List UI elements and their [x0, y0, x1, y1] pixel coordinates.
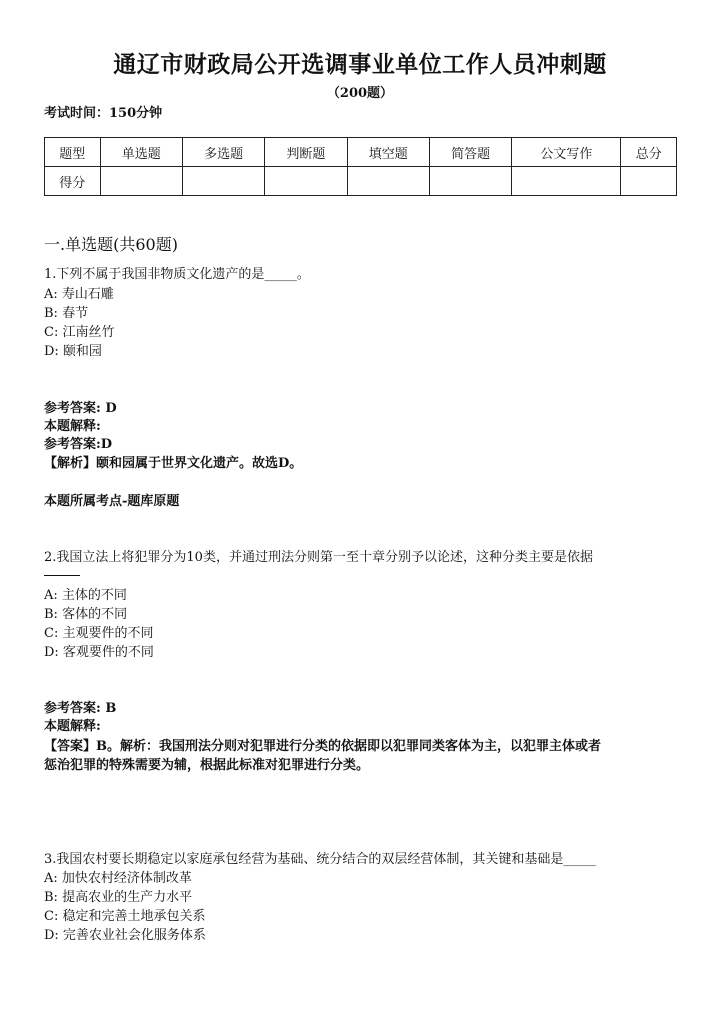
question-1-point: 本题所属考点-题库原题 [44, 494, 180, 509]
question-3-option-a: A: 加快农村经济体制改革 [44, 871, 192, 886]
score-table-score-row [45, 167, 677, 196]
answer-blank-line [44, 563, 80, 576]
question-2-answer: 参考答案: B [44, 701, 117, 716]
header-cell: 简答题 [429, 138, 511, 167]
score-cell [265, 167, 347, 196]
question-1-option-d: D: 颐和园 [44, 344, 102, 359]
section-heading: 一.单选题(共60题) [44, 235, 178, 254]
score-cell [512, 167, 621, 196]
question-1-option-b: B: 春节 [44, 306, 89, 321]
question-3-option-d: D: 完善农业社会化服务体系 [44, 928, 206, 943]
question-3-option-c: C: 稳定和完善土地承包关系 [44, 909, 206, 924]
score-table [44, 137, 677, 196]
question-2-option-d: D: 客观要件的不同 [44, 645, 154, 660]
question-1-explain-label: 本题解释: [44, 419, 101, 434]
question-1-answer-repeat: 参考答案:D [44, 437, 113, 452]
question-2-option-a: A: 主体的不同 [44, 588, 127, 603]
question-1-option-a: A: 寿山石雕 [44, 287, 114, 302]
score-row-label: 得分 [45, 167, 101, 196]
score-table-header-row [45, 138, 677, 167]
exam-time: 考试时间：150分钟 [44, 106, 163, 121]
question-2-analysis-line-2: 惩治犯罪的特殊需要为辅，根据此标准对犯罪进行分类。 [44, 758, 370, 773]
question-2-explain-label: 本题解释: [44, 719, 101, 734]
question-1-stem: 1.下列不属于我国非物质文化遗产的是_____。 [44, 267, 310, 282]
score-cell [621, 167, 677, 196]
header-cell: 总分 [621, 138, 677, 167]
question-1-option-c: C: 江南丝竹 [44, 325, 115, 340]
header-cell: 单选题 [100, 138, 182, 167]
question-2-option-b: B: 客体的不同 [44, 607, 128, 622]
header-cell: 题型 [45, 138, 101, 167]
question-1-analysis: 【解析】颐和园属于世界文化遗产。故选D。 [44, 456, 303, 471]
question-2-blank [44, 563, 80, 580]
question-count: （200题） [326, 86, 394, 101]
question-1-answer: 参考答案: D [44, 401, 117, 416]
score-cell [100, 167, 182, 196]
score-cell [347, 167, 429, 196]
header-cell: 公文写作 [512, 138, 621, 167]
header-cell: 判断题 [265, 138, 347, 167]
header-cell: 填空题 [347, 138, 429, 167]
document-title: 通辽市财政局公开选调事业单位工作人员冲刺题 [113, 51, 607, 78]
question-3-option-b: B: 提高农业的生产力水平 [44, 890, 193, 905]
question-2-analysis-line-1: 【答案】B。解析：我国刑法分则对犯罪进行分类的依据即以犯罪同类客体为主，以犯罪主体或者 [44, 739, 601, 754]
score-cell [429, 167, 511, 196]
question-2-stem: 2.我国立法上将犯罪分为10类，并通过刑法分则第一至十章分别予以论述，这种分类主要是依据 [44, 550, 593, 565]
question-3-stem: 3.我国农村要长期稳定以家庭承包经营为基础、统分结合的双层经营体制，其关键和基础是_____ [44, 852, 596, 867]
header-cell: 多选题 [182, 138, 264, 167]
question-2-option-c: C: 主观要件的不同 [44, 626, 154, 641]
score-cell [182, 167, 264, 196]
